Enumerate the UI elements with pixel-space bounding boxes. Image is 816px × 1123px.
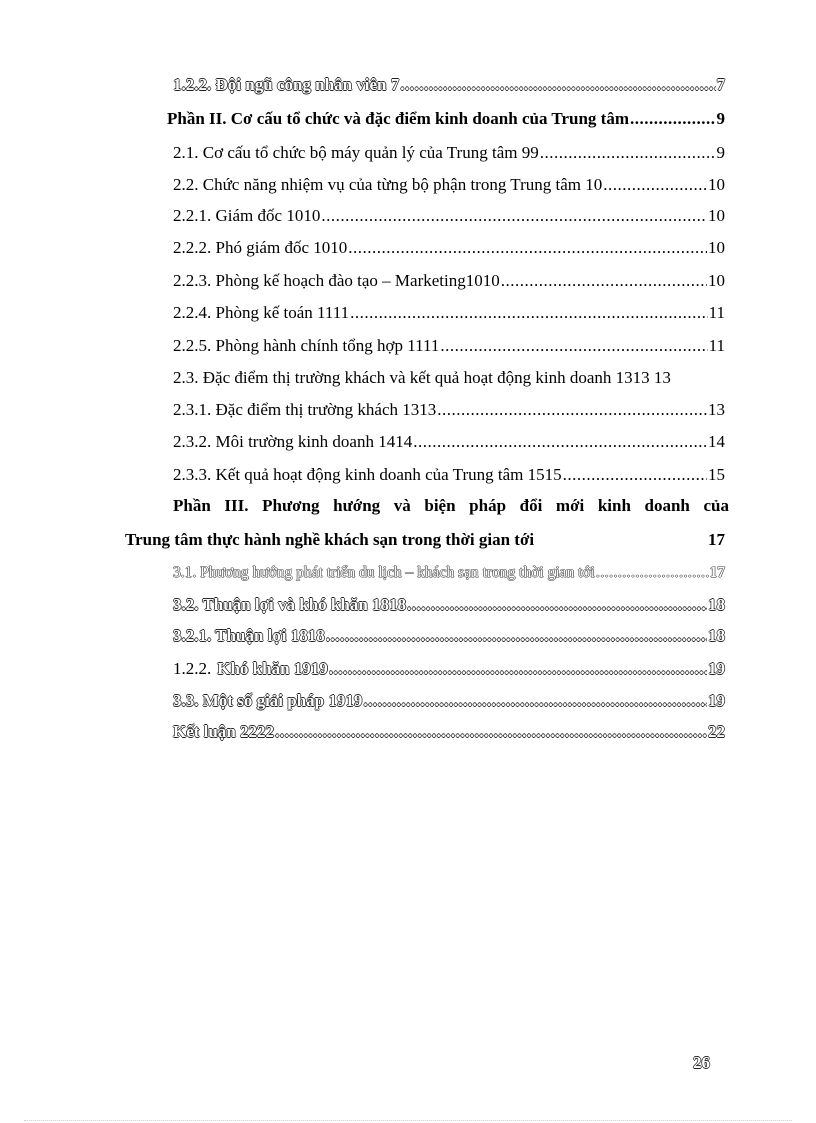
toc-leader-dots <box>603 172 707 198</box>
toc-entry[interactable] <box>173 623 725 649</box>
toc-entry[interactable] <box>173 462 725 488</box>
toc-entry-page: 13 <box>708 400 725 419</box>
toc-leader-dots <box>596 560 709 586</box>
toc-entry-page: 9 <box>716 109 725 128</box>
toc-entry-page: 9 <box>716 143 725 162</box>
toc-entry-label: 2.2.1. Giám đốc 1010 <box>173 206 321 225</box>
toc-leader-dots <box>413 429 707 455</box>
toc-entry[interactable] <box>173 235 725 261</box>
toc-leader-dots <box>329 656 707 682</box>
toc-leader-dots <box>501 268 707 294</box>
toc-entry-heading-line1[interactable] <box>173 492 729 520</box>
toc-entry-page: 7 <box>716 75 725 94</box>
toc-entry-label: 2.3.3. Kết quả hoạt động kinh doanh của Trung tâm 1515 <box>173 465 562 484</box>
toc-entry-label: 2.2.4. Phòng kế toán 1111 <box>173 303 350 322</box>
toc-leader-dots <box>275 719 707 745</box>
toc-entry[interactable] <box>173 140 725 166</box>
page-number: 26 <box>693 1053 710 1072</box>
toc-entry[interactable] <box>173 688 725 714</box>
toc-entry-prefix: 1.2.2. <box>173 659 212 678</box>
toc-entry-label: Kết luận 2222 <box>173 722 275 741</box>
toc-entry-label: 2.3.2. Môi trường kinh doanh 1414 <box>173 432 413 451</box>
toc-entry-label: 2.2.3. Phòng kế hoạch đào tạo – Marketing1010 <box>173 271 500 290</box>
toc-entry[interactable] <box>167 106 725 132</box>
toc-entry-page: 17 <box>709 564 725 581</box>
toc-leader-dots <box>440 333 707 359</box>
toc-entry-label: 2.3. Đặc điểm thị trường khách và kết quả hoạt động kinh doanh 1313 13 <box>173 368 671 387</box>
toc-entry-page: 15 <box>708 465 725 484</box>
toc-entry-label: 1.2.2. Đội ngũ công nhân viên 7 <box>173 75 400 94</box>
toc-entry-page: 10 <box>708 206 725 225</box>
toc-entry-label: 2.3.1. Đặc điểm thị trường khách 1313 <box>173 400 437 419</box>
toc-leader-dots <box>321 203 707 229</box>
toc-entry-page: 18 <box>708 626 725 645</box>
toc-entry-label: Phần III. Phương hướng và biện pháp đổi mới kinh doanh của <box>173 496 729 515</box>
toc-entry-page: 10 <box>708 238 725 257</box>
toc-entry[interactable] <box>173 719 725 745</box>
toc-entry-label: 2.2. Chức năng nhiệm vụ của từng bộ phận trong Trung tâm 10 <box>173 175 603 194</box>
toc-entry[interactable] <box>173 203 725 229</box>
toc-entry-page: 11 <box>708 303 725 322</box>
toc-entry-page: 19 <box>708 691 725 710</box>
toc-entry-label: 3.3. Một số giải pháp 1919 <box>173 691 363 710</box>
toc-entry-label: 3.2.1. Thuận lợi 1818 <box>173 626 325 645</box>
toc-entry-page: 11 <box>708 336 725 355</box>
toc-entry-label: 2.2.2. Phó giám đốc 1010 <box>173 238 348 257</box>
toc-entry-page: 18 <box>708 595 725 614</box>
toc-entry-page: 10 <box>708 271 725 290</box>
toc-entry[interactable] <box>125 526 725 554</box>
toc-entry-page: 17 <box>708 530 725 549</box>
toc-entry[interactable] <box>173 172 725 198</box>
toc-leader-dots <box>400 72 715 98</box>
toc-entry[interactable] <box>173 333 725 359</box>
toc-leader-dots <box>437 397 707 423</box>
toc-entry[interactable] <box>173 560 725 586</box>
toc-entry-label: 2.1. Cơ cấu tổ chức bộ máy quản lý của Trung tâm 99 <box>173 143 539 162</box>
toc-entry-page: 22 <box>708 722 725 741</box>
toc-entry-label: 3.2. Thuận lợi và khó khăn 1818 <box>173 595 407 614</box>
toc-entry[interactable] <box>173 397 725 423</box>
toc-entry-label: Khó khăn 1919 <box>217 659 328 678</box>
toc-entry[interactable] <box>173 72 725 98</box>
toc-leader-dots <box>350 300 707 326</box>
toc-entry-page: 14 <box>708 432 725 451</box>
toc-entry-label: Trung tâm thực hành nghề khách sạn trong thời gian tới <box>125 530 535 549</box>
toc-entry-page: 10 <box>708 175 725 194</box>
toc-entry[interactable] <box>173 592 725 618</box>
toc-entry-label: Phần II. Cơ cấu tổ chức và đặc điểm kinh doanh của Trung tâm <box>167 109 630 128</box>
toc-entry[interactable] <box>173 656 725 682</box>
toc-entry-page: 19 <box>708 659 725 678</box>
toc-leader-dots <box>348 235 707 261</box>
toc-leader-dots <box>540 140 716 166</box>
page-bottom-border <box>24 1120 792 1121</box>
toc-leader-dots <box>326 623 707 649</box>
toc-leader-dots <box>407 592 707 618</box>
toc-entry[interactable] <box>173 268 725 294</box>
toc-entry[interactable] <box>173 365 743 391</box>
toc-leader-dots <box>363 688 707 714</box>
toc-entry[interactable] <box>173 429 725 455</box>
toc-entry-label: 2.2.5. Phòng hành chính tổng hợp 1111 <box>173 336 440 355</box>
toc-leader-dots <box>630 106 715 132</box>
toc-entry[interactable] <box>173 300 725 326</box>
toc-leader-dots <box>563 462 707 488</box>
toc-entry-label: 3.1. Phương hướng phát triển du lịch – khách sạn trong thời gian tới <box>173 564 595 581</box>
